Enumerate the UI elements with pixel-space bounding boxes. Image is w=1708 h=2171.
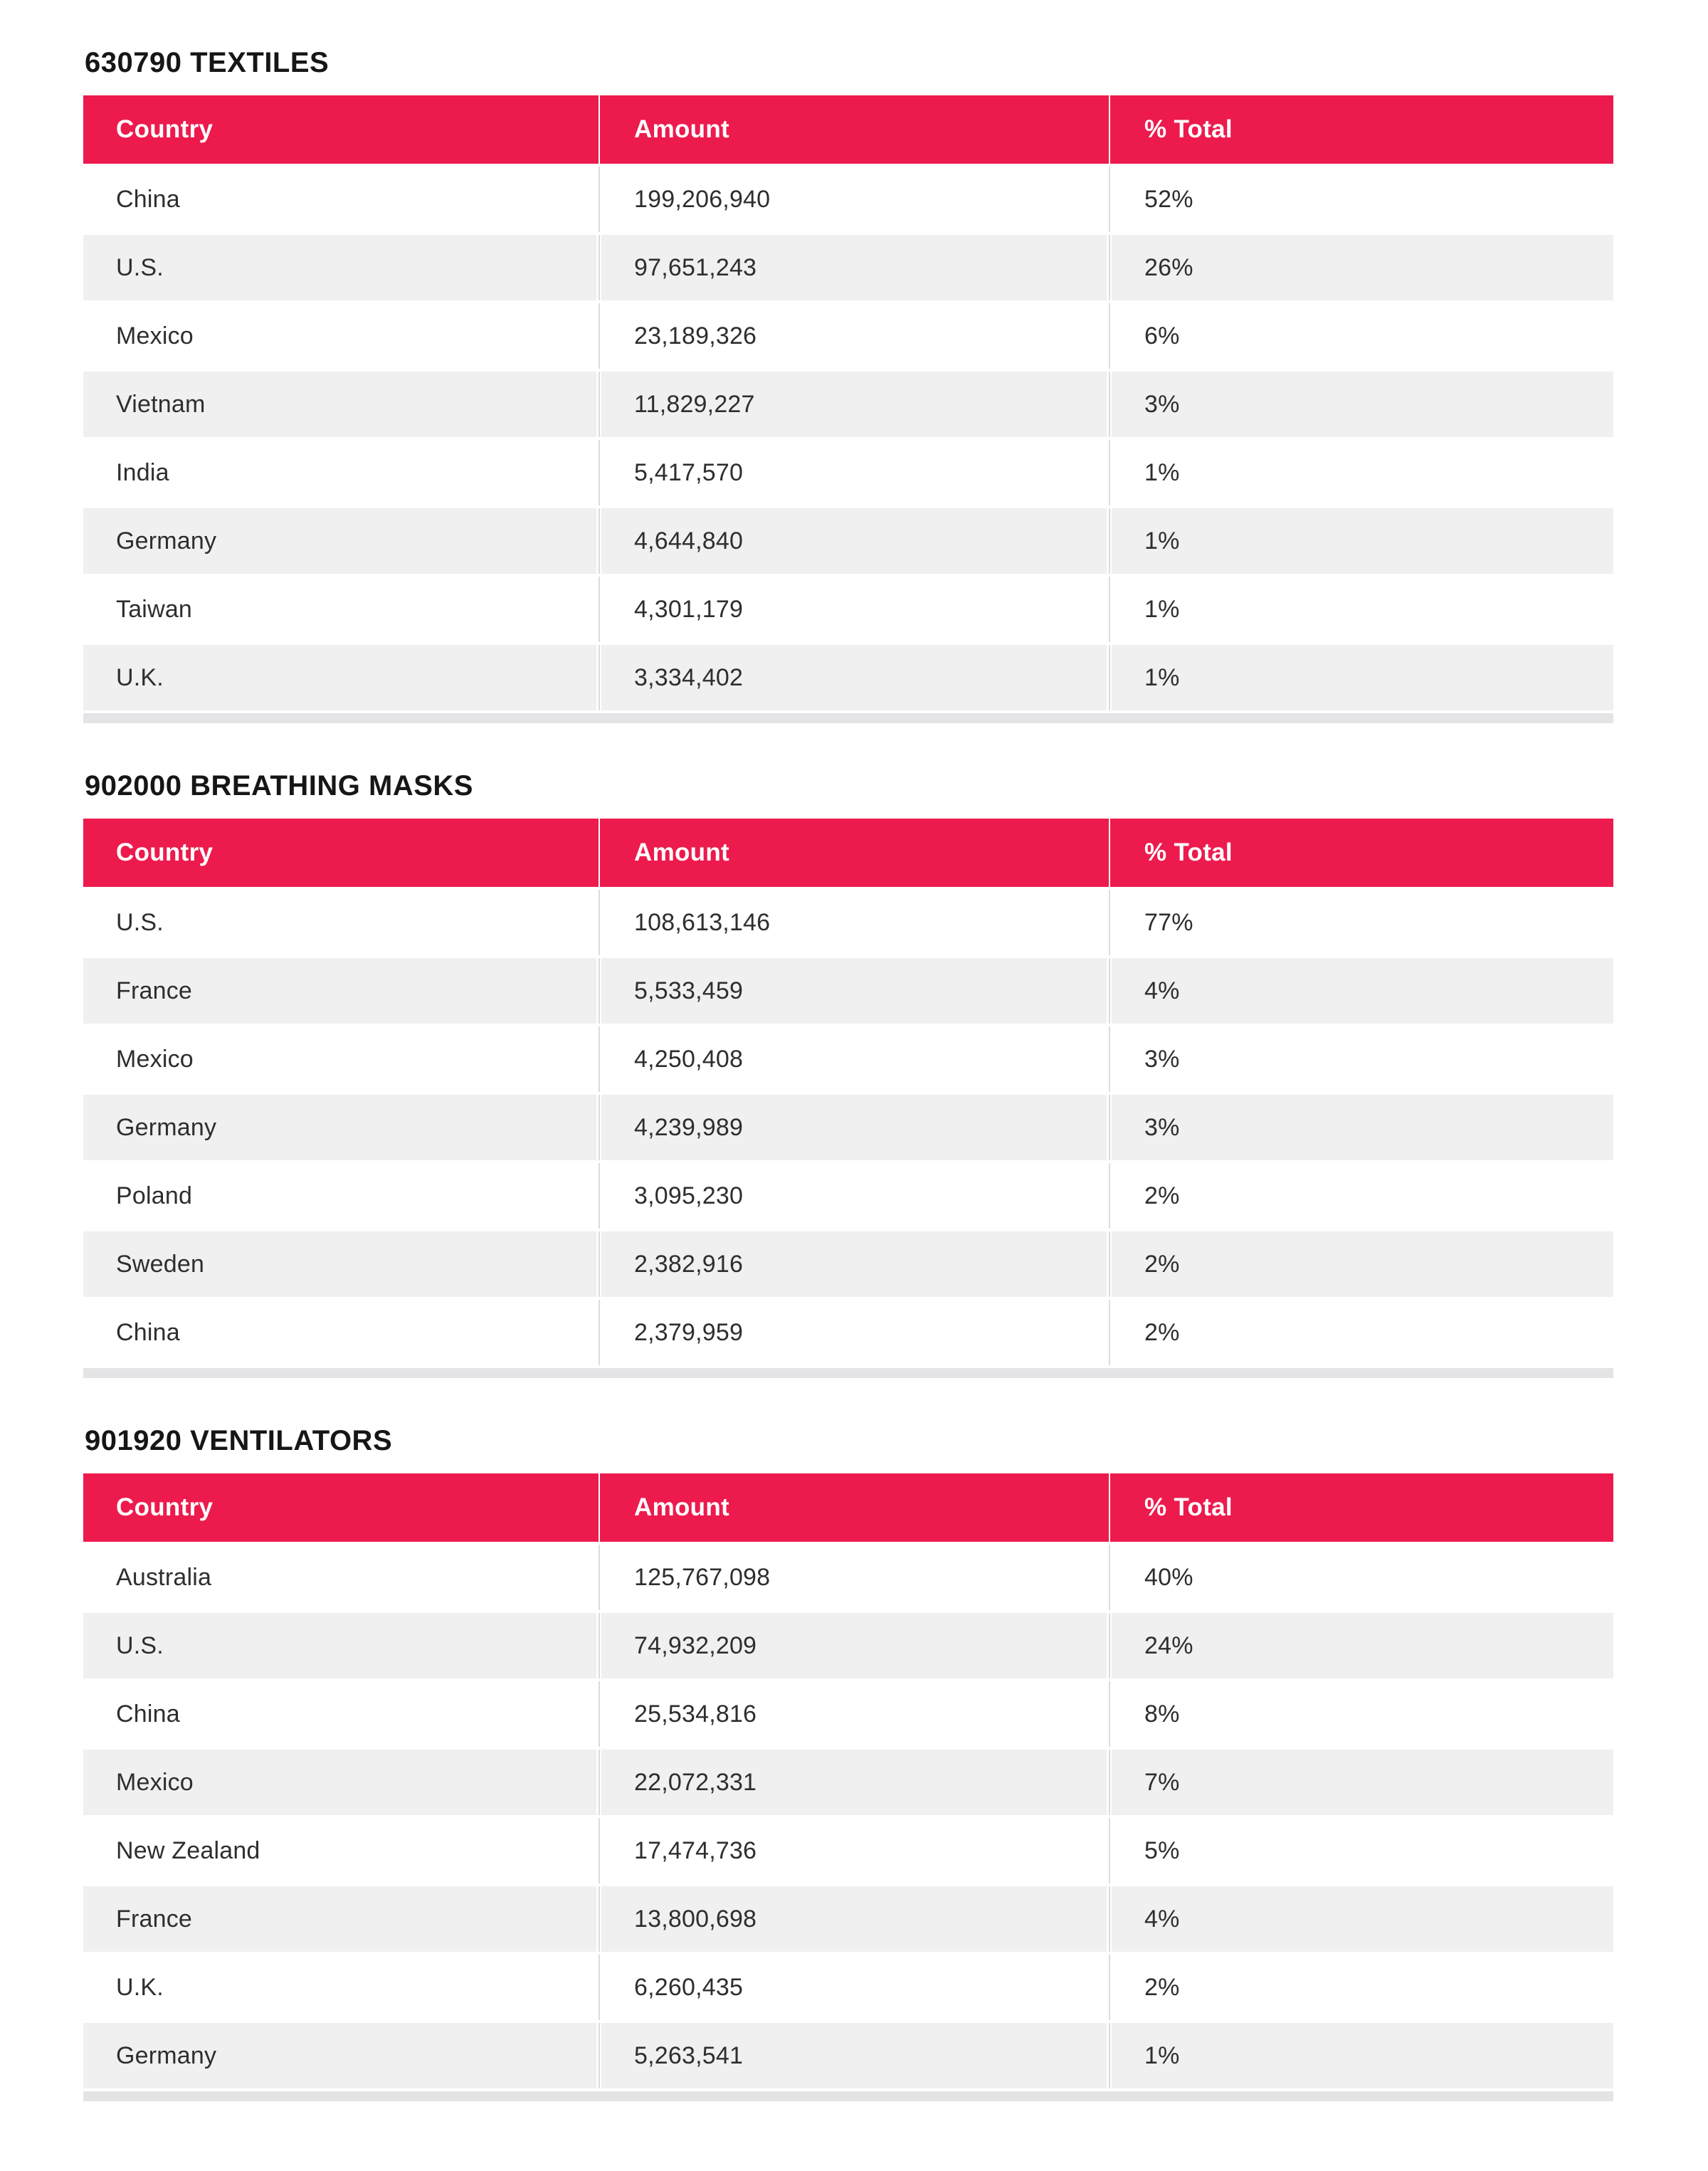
amount-cell: 97,651,243 <box>601 235 1107 300</box>
column-header-amount: Amount <box>601 1473 1107 1542</box>
country-cell: Germany <box>83 1095 596 1160</box>
percent-total-cell: 4% <box>1112 958 1613 1024</box>
table-row <box>83 372 1613 437</box>
country-cell: Mexico <box>83 303 596 369</box>
percent-total-cell: 52% <box>1112 167 1613 232</box>
country-cell: Australia <box>83 1545 596 1610</box>
amount-cell: 3,095,230 <box>601 1163 1107 1229</box>
table-row <box>83 508 1613 574</box>
amount-cell: 17,474,736 <box>601 1818 1107 1883</box>
table-row <box>83 577 1613 642</box>
amount-cell: 3,334,402 <box>601 645 1107 710</box>
column-header-country: Country <box>116 839 214 866</box>
percent-total-cell: 3% <box>1112 1095 1613 1160</box>
amount-cell: 25,534,816 <box>601 1681 1107 1747</box>
percent-total-cell: 2% <box>1112 1231 1613 1297</box>
table-footer-strip <box>83 1368 1613 1378</box>
amount-cell: 11,829,227 <box>601 372 1107 437</box>
country-cell: China <box>83 167 596 232</box>
country-cell: U.S. <box>83 235 596 300</box>
table-row <box>83 890 1613 955</box>
percent-total-cell: 7% <box>1112 1750 1613 1815</box>
table-row <box>83 645 1613 710</box>
amount-cell: 23,189,326 <box>601 303 1107 369</box>
table-row <box>83 235 1613 300</box>
column-header-amount: Amount <box>601 95 1107 164</box>
percent-total-cell: 4% <box>1112 1886 1613 1952</box>
amount-cell: 2,382,916 <box>601 1231 1107 1297</box>
amount-cell: 108,613,146 <box>601 890 1107 955</box>
data-table <box>83 819 1613 1378</box>
amount-cell: 13,800,698 <box>601 1886 1107 1952</box>
table-section <box>83 46 1613 723</box>
country-cell: Germany <box>83 508 596 574</box>
table-row <box>83 440 1613 505</box>
amount-cell: 199,206,940 <box>601 167 1107 232</box>
amount-cell: 5,533,459 <box>601 958 1107 1024</box>
country-cell: France <box>83 1886 596 1952</box>
table-row <box>83 167 1613 232</box>
amount-cell: 125,767,098 <box>601 1545 1107 1610</box>
percent-total-cell: 26% <box>1112 235 1613 300</box>
country-cell: India <box>83 440 596 505</box>
percent-total-cell: 2% <box>1112 1300 1613 1365</box>
percent-total-cell: 8% <box>1112 1681 1613 1747</box>
amount-cell: 5,417,570 <box>601 440 1107 505</box>
country-cell: Germany <box>83 2023 596 2088</box>
percent-total-cell: 5% <box>1112 1818 1613 1883</box>
country-cell: New Zealand <box>83 1818 596 1883</box>
table-row <box>83 1750 1613 1815</box>
table-header-row <box>83 819 1613 887</box>
table-row <box>83 1955 1613 2020</box>
table-row <box>83 1545 1613 1610</box>
table-header-row <box>83 95 1613 164</box>
amount-cell: 4,250,408 <box>601 1026 1107 1092</box>
amount-cell: 4,239,989 <box>601 1095 1107 1160</box>
column-header-percent-total: % Total <box>1112 95 1613 164</box>
percent-total-cell: 1% <box>1112 508 1613 574</box>
table-row <box>83 1300 1613 1365</box>
column-header-percent-total: % Total <box>1112 819 1613 887</box>
table-footer-strip <box>83 2091 1613 2101</box>
country-cell: U.K. <box>83 1955 596 2020</box>
percent-total-cell: 6% <box>1112 303 1613 369</box>
percent-total-cell: 3% <box>1112 1026 1613 1092</box>
country-cell: Mexico <box>83 1026 596 1092</box>
country-cell: U.K. <box>83 645 596 710</box>
table-row <box>83 1163 1613 1229</box>
country-cell: China <box>83 1300 596 1365</box>
data-table <box>83 95 1613 723</box>
country-cell: France <box>83 958 596 1024</box>
table-row <box>83 303 1613 369</box>
amount-cell: 22,072,331 <box>601 1750 1107 1815</box>
percent-total-cell: 2% <box>1112 1163 1613 1229</box>
table-row <box>83 1886 1613 1952</box>
country-cell: Sweden <box>83 1231 596 1297</box>
percent-total-cell: 3% <box>1112 372 1613 437</box>
table-row <box>83 1818 1613 1883</box>
table-section <box>83 1424 1613 2101</box>
table-row <box>83 1095 1613 1160</box>
country-cell: Taiwan <box>83 577 596 642</box>
percent-total-cell: 2% <box>1112 1955 1613 2020</box>
country-cell: U.S. <box>83 890 596 955</box>
table-header-row <box>83 1473 1613 1542</box>
data-table <box>83 1473 1613 2101</box>
percent-total-cell: 1% <box>1112 577 1613 642</box>
amount-cell: 4,301,179 <box>601 577 1107 642</box>
table-row <box>83 958 1613 1024</box>
percent-total-cell: 40% <box>1112 1545 1613 1610</box>
percent-total-cell: 77% <box>1112 890 1613 955</box>
table-row <box>83 1026 1613 1092</box>
percent-total-cell: 24% <box>1112 1613 1613 1678</box>
table-section <box>83 769 1613 1378</box>
country-cell: Mexico <box>83 1750 596 1815</box>
country-cell: Poland <box>83 1163 596 1229</box>
table-title: 901920 VENTILATORS <box>85 1425 393 1456</box>
column-header-percent-total: % Total <box>1112 1473 1613 1542</box>
table-footer-strip <box>83 713 1613 723</box>
table-row <box>83 2023 1613 2088</box>
table-row <box>83 1613 1613 1678</box>
table-row <box>83 1231 1613 1297</box>
amount-cell: 6,260,435 <box>601 1955 1107 2020</box>
percent-total-cell: 1% <box>1112 645 1613 710</box>
country-cell: Vietnam <box>83 372 596 437</box>
table-title: 630790 TEXTILES <box>85 47 330 78</box>
amount-cell: 74,932,209 <box>601 1613 1107 1678</box>
country-cell: China <box>83 1681 596 1747</box>
country-cell: U.S. <box>83 1613 596 1678</box>
amount-cell: 5,263,541 <box>601 2023 1107 2088</box>
percent-total-cell: 1% <box>1112 2023 1613 2088</box>
table-row <box>83 1681 1613 1747</box>
amount-cell: 2,379,959 <box>601 1300 1107 1365</box>
amount-cell: 4,644,840 <box>601 508 1107 574</box>
table-title: 902000 BREATHING MASKS <box>85 770 473 801</box>
percent-total-cell: 1% <box>1112 440 1613 505</box>
column-header-country: Country <box>116 115 214 143</box>
column-header-amount: Amount <box>601 819 1107 887</box>
column-header-country: Country <box>116 1493 214 1521</box>
